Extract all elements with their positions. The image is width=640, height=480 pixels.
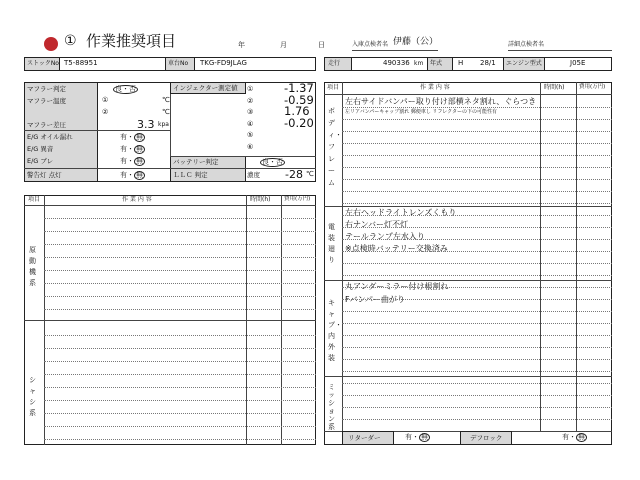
injector-2-value: -0.59 <box>284 92 314 107</box>
header-year: 年 <box>238 41 245 49</box>
injector-1-value: -1.37 <box>284 81 314 95</box>
eg-shake-label: E/G ブレ <box>27 157 54 165</box>
stock-value: T5-88951 <box>64 59 98 67</box>
detail-inspector-label: 詳細点検者名 <box>508 41 545 48</box>
year-label: 年式 <box>430 60 443 67</box>
rt-section-body: ボディ・フレーム <box>328 107 342 187</box>
muffler-temp-2: ② <box>102 108 109 116</box>
battery-value: 良・否 <box>262 158 283 166</box>
retarder-label: リターダー <box>348 434 381 442</box>
llc-label: ＬＬＣ 判定 <box>173 171 208 179</box>
chassis-value: TKG-FD9JLAG <box>200 59 247 67</box>
rt-h-item: 項目 <box>327 84 340 91</box>
warn-light-label: 警告灯 点灯 <box>27 171 62 179</box>
lt-h-cost: 費用(万円) <box>284 196 311 202</box>
header-day: 日 <box>318 41 325 49</box>
rt-section-cab: キャブ・内外装 <box>328 299 342 362</box>
muffler-diff-value: 3.3 <box>137 118 155 131</box>
battery-label: バッテリー判定 <box>173 158 219 166</box>
muffler-temp-1-unit: ℃ <box>162 96 170 104</box>
rt-body-item-0: 左右サイドバンパー取り付け部横ネタ割れ、ぐらつき <box>345 97 537 106</box>
injector-5-num: ⑤ <box>247 131 254 139</box>
muffler-temp-label: マフラー温度 <box>27 97 66 105</box>
muffler-temp-2-unit: ℃ <box>162 108 170 116</box>
rt-h-time: 時間(h) <box>544 84 565 91</box>
injector-label: インジェクター測定値 <box>173 84 238 92</box>
injector-4-num: ④ <box>247 119 254 128</box>
retarder-value: 有・ 無 <box>405 433 428 441</box>
mileage-unit: km <box>414 60 424 67</box>
eg-oil-label: E/G オイル漏れ <box>27 133 73 141</box>
difflock-value: 有・ 無 <box>562 433 585 441</box>
muffler-temp-1: ① <box>102 96 109 104</box>
page-title: 作業推奨項目 <box>86 32 177 50</box>
lt-h-time: 時間(h) <box>250 196 271 203</box>
lt-section-chassis: シャシ系 <box>29 376 36 417</box>
rt-section-electric: 電装廻り <box>328 223 335 264</box>
eg-noise-value: 有・ 無 <box>120 145 143 153</box>
muffler-diff-unit: kpa <box>158 121 169 128</box>
mileage-label: 走行 <box>328 60 341 67</box>
injector-1-num: ① <box>247 85 254 93</box>
warn-light-value: 有・ 無 <box>120 171 143 179</box>
rt-cab-item-1: Fバンパー曲がり <box>345 295 406 304</box>
rt-electric-item-3: ※点検時バッテリー交換済み <box>345 244 448 253</box>
injector-3-num: ③ <box>247 108 254 116</box>
header-num: ① <box>64 33 77 49</box>
inspector-label: 入庫点検者名 <box>352 41 389 48</box>
injector-4-value: -0.20 <box>284 115 314 130</box>
muffler-judge-label: マフラー判定 <box>27 85 66 93</box>
stock-label: ストックNo <box>27 60 59 67</box>
lt-h-item: 項目 <box>28 196 41 203</box>
rt-electric-item-0: 左右ヘッドライトレンズくもり <box>345 208 457 217</box>
rt-body-item-1: 左リアバンパーキャップ割れ 郵便車し リフレクターの下の可能性有 <box>345 109 498 115</box>
engine-value: J05E <box>570 59 586 67</box>
header-month: 月 <box>280 41 287 49</box>
mileage-value: 490336 <box>383 59 410 67</box>
info-right <box>324 57 612 71</box>
rt-cab-item-0: 丸アンダーミラー付け根割れ <box>345 282 449 291</box>
rt-electric-item-2: テールランプ左水入り <box>345 232 425 241</box>
rt-electric-item-1: 右ナンバー灯不灯 <box>345 220 409 229</box>
inspector-name: 伊藤（公） <box>393 37 439 47</box>
chassis-label: 車台No <box>168 60 189 67</box>
muffler-diff-label: マフラー差圧 <box>27 121 66 129</box>
eg-noise-label: E/G 異音 <box>27 145 54 153</box>
engine-label: エンジン型式 <box>506 60 542 67</box>
logo-icon <box>44 37 58 51</box>
conc-label: 濃度 <box>247 171 260 179</box>
injector-3-value: 1.76 <box>284 104 310 118</box>
rt-h-content: 作 業 内 容 <box>420 84 450 91</box>
injector-2-num: ② <box>247 96 254 105</box>
injector-6-num: ⑥ <box>247 142 254 151</box>
year-value: 28/1 <box>480 59 496 67</box>
eg-oil-value: 有・ 無 <box>120 133 143 141</box>
era: H <box>458 59 464 67</box>
rt-section-mission: ミッション系 <box>328 383 335 431</box>
rt-h-cost: 費用(万円) <box>579 84 606 90</box>
lt-section-engine: 原動機系 <box>29 246 36 287</box>
muffler-judge-value: 良・否 <box>115 85 136 93</box>
eg-shake-value: 有・ 無 <box>120 157 143 165</box>
difflock-label: デフロック <box>470 434 503 442</box>
lt-h-content: 作 業 内 容 <box>122 196 152 203</box>
conc-value: -28 <box>285 168 303 181</box>
conc-unit: ℃ <box>306 170 314 178</box>
